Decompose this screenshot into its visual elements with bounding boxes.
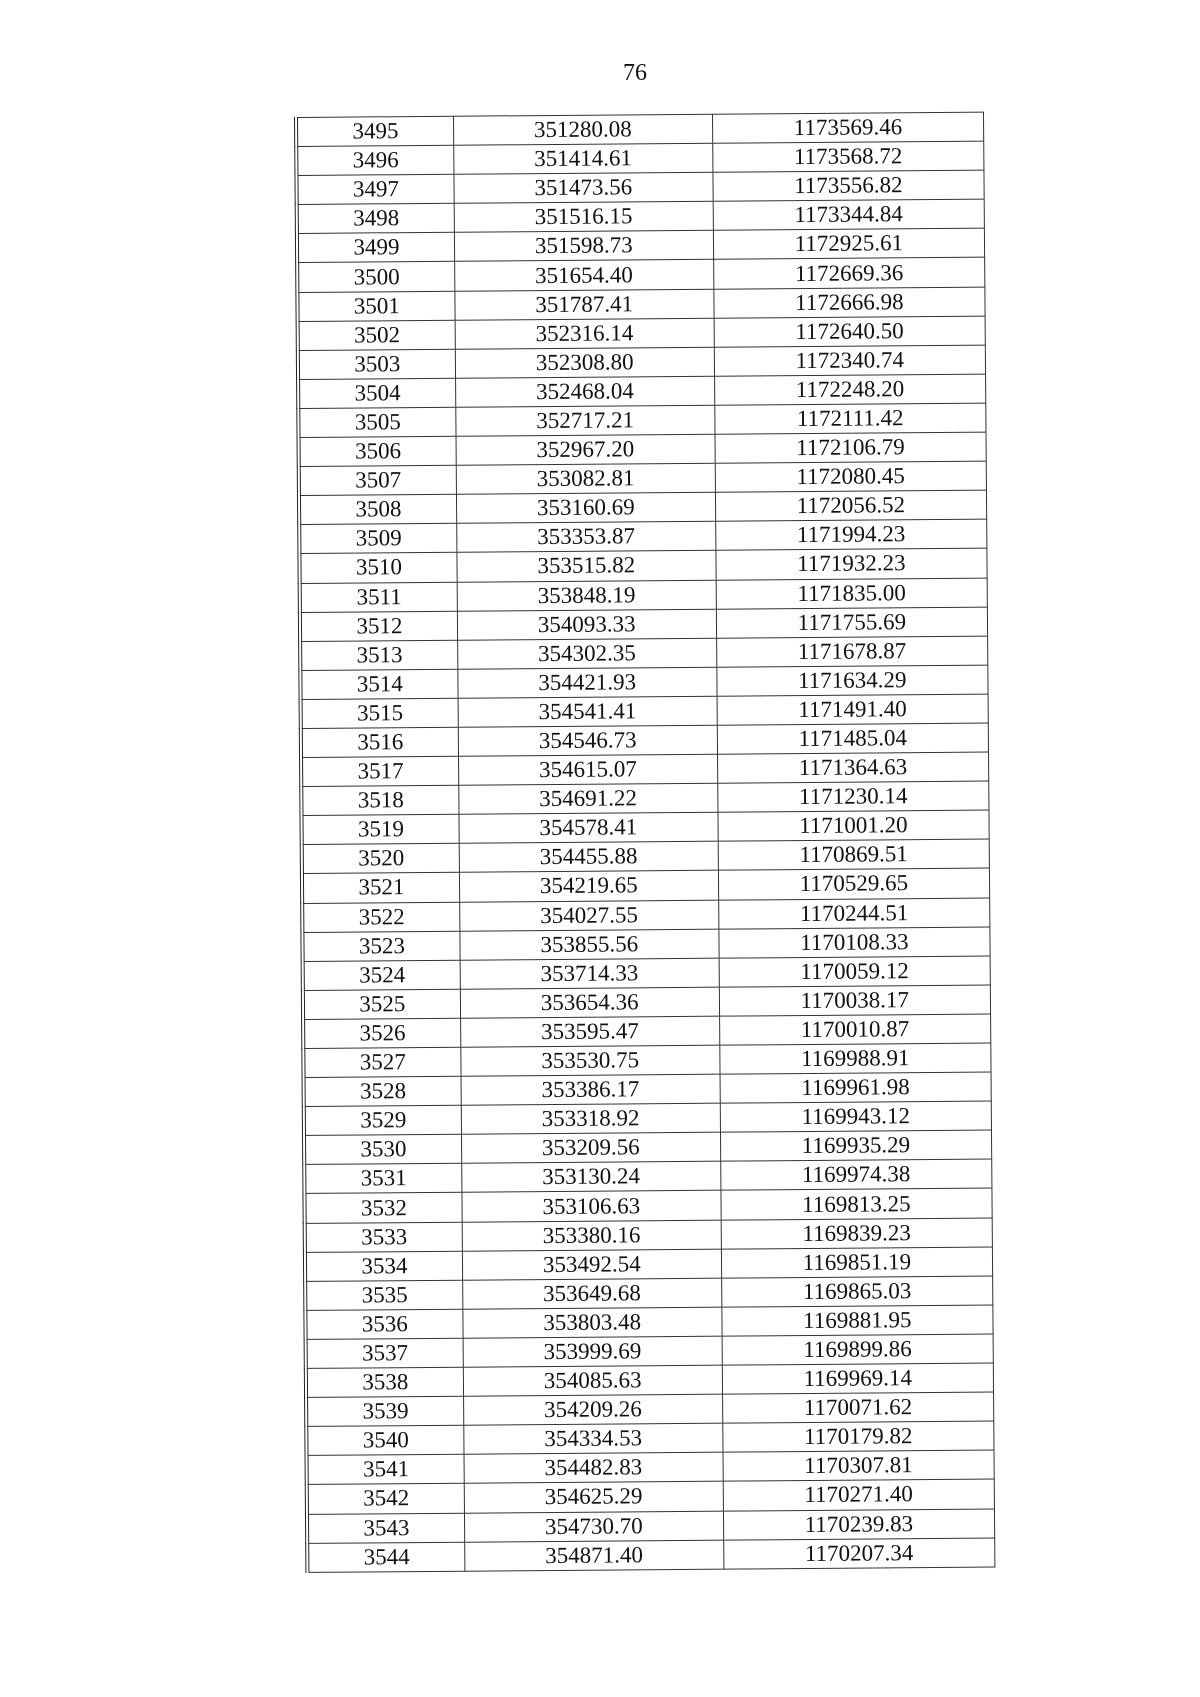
table-row [305,1218,993,1252]
y-coordinate-cell: 1169851.19 [721,1247,993,1278]
point-number-cell: 3517 [301,756,459,786]
y-coordinate-cell: 1172666.98 [714,287,986,318]
point-number-cell: 3501 [297,291,455,321]
x-coordinate-cell: 353654.36 [460,987,719,1018]
x-coordinate-cell: 353530.75 [461,1045,720,1076]
y-coordinate-cell: 1169974.38 [720,1159,992,1190]
point-number-cell: 3495 [296,116,454,146]
point-number-cell: 3535 [305,1280,463,1310]
x-coordinate-cell: 354093.33 [457,609,716,640]
x-coordinate-cell: 353209.56 [461,1132,720,1163]
point-number-cell: 3507 [299,465,457,495]
table-row [301,810,989,844]
x-coordinate-cell: 353855.56 [460,929,719,960]
y-coordinate-cell: 1171835.00 [716,578,988,609]
point-number-cell: 3505 [298,407,456,437]
point-number-cell: 3512 [300,611,458,641]
point-number-cell: 3528 [304,1076,462,1106]
point-number-cell: 3499 [297,233,455,263]
point-number-cell: 3513 [300,640,458,670]
y-coordinate-cell: 1172080.45 [715,461,987,492]
y-coordinate-cell: 1169935.29 [720,1130,992,1161]
table-row [306,1392,994,1426]
table-row [306,1421,994,1455]
table-row [299,490,987,524]
point-number-cell: 3539 [306,1396,464,1426]
x-coordinate-cell: 354578.41 [459,812,718,843]
x-coordinate-cell: 353318.92 [461,1103,720,1134]
x-coordinate-cell: 353386.17 [461,1074,720,1105]
point-number-cell: 3526 [303,1018,461,1048]
x-coordinate-cell: 353380.16 [462,1220,721,1251]
x-coordinate-cell: 354027.55 [459,900,718,931]
table-row [300,636,988,670]
point-number-cell: 3511 [300,582,458,612]
point-number-cell: 3497 [296,174,454,204]
point-number-cell: 3523 [302,931,460,961]
x-coordinate-cell: 351787.41 [455,289,714,320]
table-row [304,1130,992,1164]
table-row [307,1479,995,1513]
point-number-cell: 3519 [301,814,459,844]
table-row [307,1538,995,1572]
table-row [296,170,984,204]
table-row [299,461,987,495]
x-coordinate-cell: 354421.93 [458,667,717,698]
y-coordinate-cell: 1172340.74 [714,345,986,376]
table-row [307,1450,995,1484]
point-number-cell: 3500 [297,262,455,292]
point-number-cell: 3496 [296,145,454,175]
x-coordinate-cell: 353515.82 [457,551,716,582]
y-coordinate-cell: 1169943.12 [720,1101,992,1132]
point-number-cell: 3516 [301,727,459,757]
y-coordinate-cell: 1170529.65 [718,868,990,899]
y-coordinate-cell: 1170271.40 [723,1479,995,1510]
table-row [303,1014,991,1048]
y-coordinate-cell: 1172640.50 [714,316,986,347]
table-row [304,1189,992,1223]
point-number-cell: 3540 [306,1425,464,1455]
y-coordinate-cell: 1170071.62 [722,1392,994,1423]
y-coordinate-cell: 1169881.95 [722,1305,994,1336]
coordinates-table-body [296,112,995,1572]
x-coordinate-cell: 354085.63 [463,1365,722,1396]
point-number-cell: 3532 [304,1193,462,1223]
y-coordinate-cell: 1171364.63 [717,752,989,783]
point-number-cell: 3543 [307,1513,465,1543]
x-coordinate-cell: 353999.69 [463,1336,722,1367]
table-row [301,781,989,815]
x-coordinate-cell: 354482.83 [464,1452,723,1483]
point-number-cell: 3504 [298,378,456,408]
table-row [305,1276,993,1310]
table-row [299,519,987,553]
x-coordinate-cell: 352468.04 [455,376,714,407]
x-coordinate-cell: 352308.80 [455,347,714,378]
table-row [303,1043,991,1077]
x-coordinate-cell: 354546.73 [458,725,717,756]
table-row [304,1159,992,1193]
y-coordinate-cell: 1169961.98 [720,1072,992,1103]
table-row [302,898,990,932]
table-row [301,694,989,728]
point-number-cell: 3521 [302,873,460,903]
point-number-cell: 3524 [303,960,461,990]
x-coordinate-cell: 351654.40 [454,260,713,291]
x-coordinate-cell: 354871.40 [464,1540,723,1571]
table-row [304,1101,992,1135]
y-coordinate-cell: 1169899.86 [722,1334,994,1365]
point-number-cell: 3514 [300,669,458,699]
point-number-cell: 3536 [305,1309,463,1339]
y-coordinate-cell: 1170108.33 [719,927,991,958]
x-coordinate-cell: 353714.33 [460,958,719,989]
y-coordinate-cell: 1171230.14 [717,781,989,812]
x-coordinate-cell: 353353.87 [456,522,715,553]
point-number-cell: 3544 [307,1542,465,1572]
x-coordinate-cell: 354219.65 [459,871,718,902]
table-row [300,665,988,699]
x-coordinate-cell: 353595.47 [460,1016,719,1047]
point-number-cell: 3518 [301,785,459,815]
y-coordinate-cell: 1169839.23 [721,1218,993,1249]
table-row [302,839,990,873]
point-number-cell: 3510 [299,553,457,583]
x-coordinate-cell: 352717.21 [456,405,715,436]
y-coordinate-cell: 1173556.82 [713,170,985,201]
table-row [296,141,984,175]
x-coordinate-cell: 354209.26 [463,1394,722,1425]
x-coordinate-cell: 354615.07 [458,754,717,785]
point-number-cell: 3515 [301,698,459,728]
y-coordinate-cell: 1173344.84 [713,199,985,230]
table-row [302,868,990,902]
table-row [305,1247,993,1281]
point-number-cell: 3525 [303,989,461,1019]
x-coordinate-cell: 354730.70 [464,1511,723,1542]
y-coordinate-cell: 1172111.42 [714,403,986,434]
table-row [298,403,986,437]
point-number-cell: 3498 [297,204,455,234]
table-row [303,956,991,990]
y-coordinate-cell: 1171755.69 [716,607,988,638]
table-row [298,345,986,379]
y-coordinate-cell: 1170179.82 [722,1421,994,1452]
table-row [301,752,989,786]
point-number-cell: 3509 [299,524,457,554]
table-row [300,578,988,612]
x-coordinate-cell: 354455.88 [459,842,718,873]
y-coordinate-cell: 1170869.51 [718,839,990,870]
y-coordinate-cell: 1171994.23 [715,519,987,550]
point-number-cell: 3538 [306,1367,464,1397]
point-number-cell: 3527 [303,1047,461,1077]
y-coordinate-cell: 1171491.40 [717,694,989,725]
y-coordinate-cell: 1170038.17 [719,985,991,1016]
x-coordinate-cell: 351516.15 [454,201,713,232]
x-coordinate-cell: 353848.19 [457,580,716,611]
y-coordinate-cell: 1171678.87 [716,636,988,667]
y-coordinate-cell: 1170307.81 [723,1450,995,1481]
table-row [301,723,989,757]
table-row [297,258,985,292]
table-row [302,927,990,961]
point-number-cell: 3520 [302,844,460,874]
x-coordinate-cell: 351598.73 [454,231,713,262]
x-coordinate-cell: 353492.54 [462,1249,721,1280]
point-number-cell: 3530 [304,1134,462,1164]
point-number-cell: 3531 [304,1164,462,1194]
point-number-cell: 3506 [299,436,457,466]
table-row [297,199,985,233]
x-coordinate-cell: 351414.61 [454,143,713,174]
y-coordinate-cell: 1173568.72 [712,141,984,172]
x-coordinate-cell: 353160.69 [456,492,715,523]
table-row [305,1305,993,1339]
x-coordinate-cell: 353803.48 [463,1307,722,1338]
x-coordinate-cell: 354691.22 [459,783,718,814]
x-coordinate-cell: 353649.68 [462,1278,721,1309]
y-coordinate-cell: 1171932.23 [716,548,988,579]
x-coordinate-cell: 353082.81 [456,463,715,494]
point-number-cell: 3533 [305,1222,463,1252]
y-coordinate-cell: 1172106.79 [715,432,987,463]
table-row [299,548,987,582]
point-number-cell: 3542 [307,1484,465,1514]
point-number-cell: 3541 [307,1455,465,1485]
x-coordinate-cell: 354334.53 [464,1423,723,1454]
y-coordinate-cell: 1172669.36 [713,258,985,289]
table-row [307,1509,995,1543]
y-coordinate-cell: 1170207.34 [723,1538,995,1569]
x-coordinate-cell: 351473.56 [454,172,713,203]
coordinates-table [294,112,995,1573]
table-row [304,1072,992,1106]
point-number-cell: 3522 [302,902,460,932]
y-coordinate-cell: 1169988.91 [720,1043,992,1074]
y-coordinate-cell: 1169865.03 [721,1276,993,1307]
y-coordinate-cell: 1171634.29 [717,665,989,696]
point-number-cell: 3529 [304,1105,462,1135]
y-coordinate-cell: 1173569.46 [712,112,984,143]
table-row [297,287,985,321]
y-coordinate-cell: 1172056.52 [715,490,987,521]
table-row [296,112,984,146]
x-coordinate-cell: 353106.63 [462,1191,721,1222]
y-coordinate-cell: 1171485.04 [717,723,989,754]
y-coordinate-cell: 1169969.14 [722,1363,994,1394]
x-coordinate-cell: 351280.08 [453,114,712,145]
y-coordinate-cell: 1171001.20 [718,810,990,841]
table-row [299,432,987,466]
y-coordinate-cell: 1172925.61 [713,228,985,259]
point-number-cell: 3502 [298,320,456,350]
table-row [306,1334,994,1368]
y-coordinate-cell: 1170244.51 [718,898,990,929]
x-coordinate-cell: 354541.41 [458,696,717,727]
y-coordinate-cell: 1170059.12 [719,956,991,987]
table-row [297,228,985,262]
x-coordinate-cell: 352967.20 [456,434,715,465]
x-coordinate-cell: 354302.35 [457,638,716,669]
point-number-cell: 3534 [305,1251,463,1281]
page-number: 76 [623,60,647,86]
table-row [298,374,986,408]
y-coordinate-cell: 1169813.25 [721,1189,993,1220]
x-coordinate-cell: 354625.29 [464,1482,723,1513]
table-row [303,985,991,1019]
table-row [298,316,986,350]
table-row [300,607,988,641]
x-coordinate-cell: 353130.24 [462,1162,721,1193]
table-row [306,1363,994,1397]
y-coordinate-cell: 1170239.83 [723,1509,995,1540]
point-number-cell: 3508 [299,494,457,524]
point-number-cell: 3537 [306,1338,464,1368]
point-number-cell: 3503 [298,349,456,379]
y-coordinate-cell: 1172248.20 [714,374,986,405]
y-coordinate-cell: 1170010.87 [719,1014,991,1045]
x-coordinate-cell: 352316.14 [455,318,714,349]
